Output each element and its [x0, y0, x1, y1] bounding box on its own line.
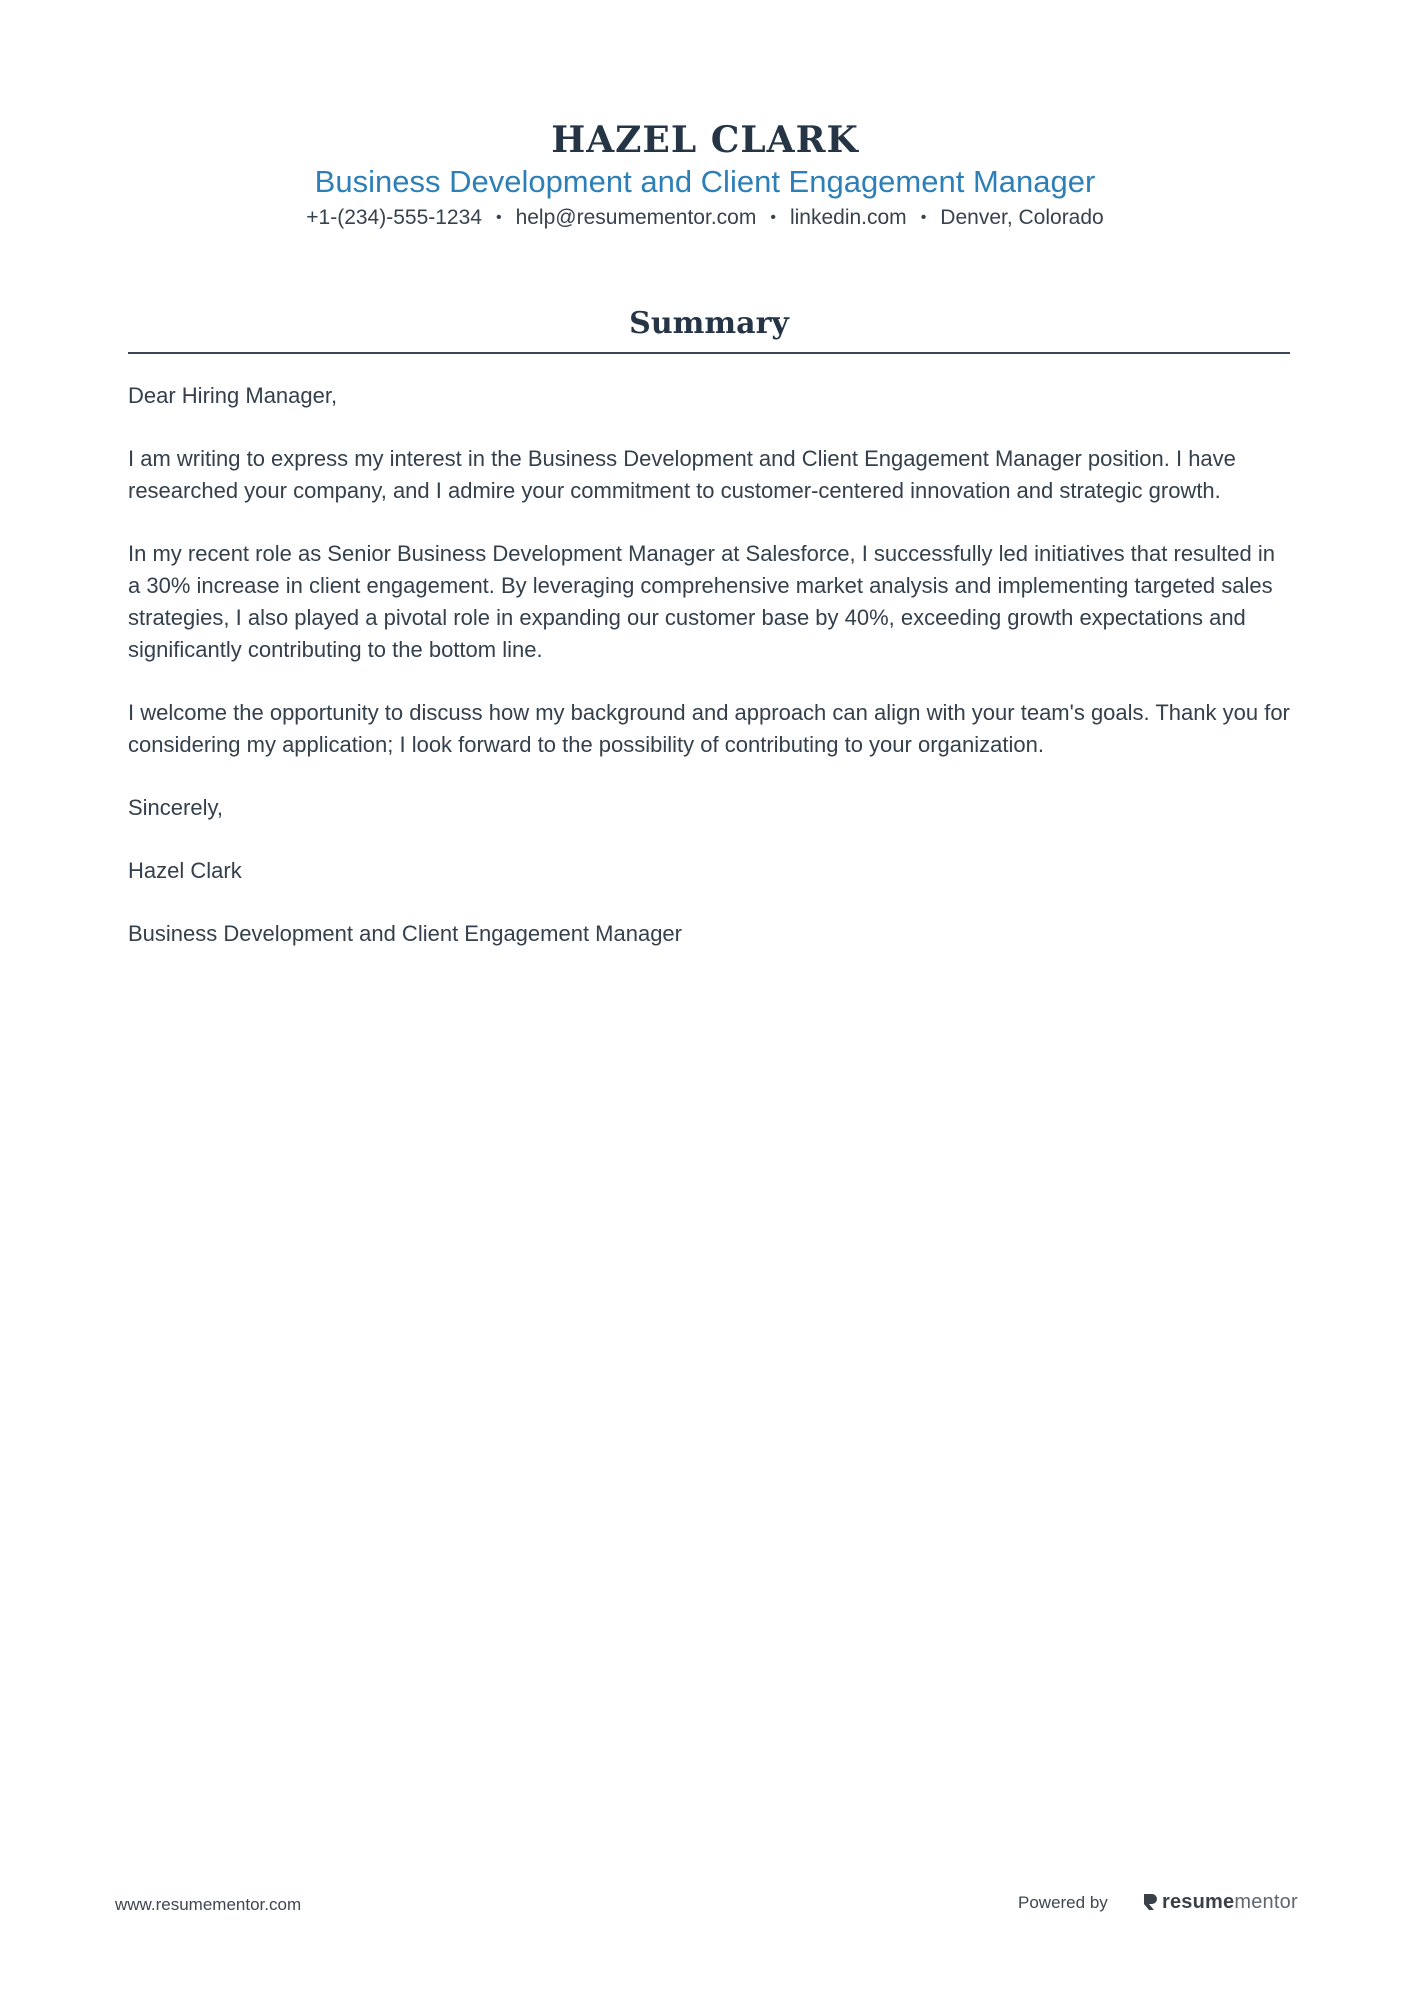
brand-wordmark-bold: resume [1162, 1890, 1235, 1913]
section-divider [128, 352, 1290, 354]
resumementor-logo-icon [1142, 1892, 1158, 1912]
contact-phone: +1-(234)-555-1234 [306, 206, 482, 229]
letter-paragraph: I am writing to express my interest in the Business Development and Client Engagement Manager position. I have researched your company, and I admire your commitment to customer-centered innovation and strategic growth. [128, 446, 1236, 503]
header [0, 118, 1410, 234]
brand-wordmark-light: mentor [1234, 1890, 1298, 1913]
letter-greeting: Dear Hiring Manager, [128, 383, 338, 408]
brand-wordmark [1162, 1891, 1298, 1914]
contact-location: Denver, Colorado [940, 206, 1104, 229]
letter-paragraph: In my recent role as Senior Business Development Manager at Salesforce, I successfully led initiatives that resulted in a 30% increase in client engagement. By leveraging comprehensive market analysis and implementing targeted sales strategies, I also played a pivotal role in expanding our customer base by 40%, exceeding growth expectations and significantly contributing to the bottom line. [128, 541, 1275, 662]
letter-paragraph: I welcome the opportunity to discuss how my background and approach can align with your team's goals. Thank you for considering my application; I look forward to the possibility of contributing to your organization. [128, 700, 1290, 757]
powered-by-label: Powered by [1018, 1893, 1108, 1912]
footer-website-link[interactable]: www.resumementor.com [115, 1895, 302, 1914]
section-title-summary: Summary [629, 306, 789, 341]
signature-title: Business Development and Client Engagement Manager [128, 921, 682, 946]
letter-closing: Sincerely, [128, 795, 223, 820]
contact-line [0, 204, 1410, 234]
bullet-separator: • [920, 209, 927, 226]
contact-email[interactable]: help@resumementor.com [515, 206, 757, 229]
contact-linkedin[interactable]: linkedin.com [789, 206, 907, 229]
signature-name: Hazel Clark [128, 858, 242, 883]
letter-body [128, 380, 1290, 981]
bullet-separator: • [770, 209, 776, 226]
job-title: Business Development and Client Engagement Manager [314, 164, 1096, 199]
brand-logo[interactable] [1142, 1889, 1298, 1915]
bullet-separator: • [495, 209, 502, 226]
candidate-name: HAZEL CLARK [551, 119, 859, 161]
